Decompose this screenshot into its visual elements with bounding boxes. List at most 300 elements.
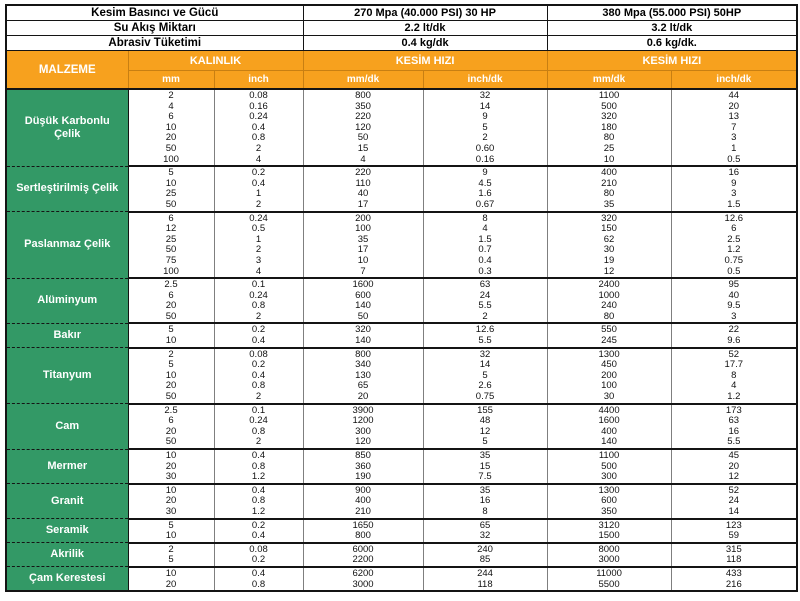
- value-line: 1200: [352, 415, 374, 427]
- cutting-speed-table: [5, 4, 798, 592]
- value-line: 0.67: [475, 198, 495, 210]
- value-line: 8: [731, 369, 737, 381]
- value-line: 120: [355, 436, 371, 448]
- material-name: Titanyum: [6, 348, 128, 404]
- value-cell-inchdk_380: [671, 278, 797, 323]
- value-line: 210: [601, 177, 617, 189]
- value-line: 10: [357, 254, 369, 266]
- value-cell-mm: [128, 567, 214, 591]
- value-line: 8000: [598, 543, 620, 555]
- value-cell-mmdk_270: [303, 323, 423, 347]
- value-line: 12.6: [724, 212, 744, 224]
- value-cell-mmdk_380: [547, 449, 671, 484]
- value-line: 2: [168, 348, 174, 360]
- value-line: 2: [255, 391, 262, 403]
- value-line: 190: [355, 471, 371, 483]
- value-line: 9: [482, 111, 488, 123]
- value-cell-mmdk_270: [303, 567, 423, 591]
- value-line: 4: [255, 265, 262, 277]
- value-line: 80: [603, 310, 615, 322]
- value-line: 5.5: [478, 335, 492, 347]
- value-line: 1.2: [727, 391, 741, 403]
- value-line: 0.8: [251, 380, 266, 392]
- value-line: 65: [357, 380, 369, 392]
- value-line: 10: [165, 177, 177, 189]
- value-cell-inchdk_270: [423, 348, 547, 404]
- value-cell-inch: [214, 323, 303, 347]
- value-line: 0.24: [249, 111, 268, 123]
- value-line: 8: [482, 505, 488, 517]
- value-line: 300: [355, 425, 371, 437]
- value-line: 52: [728, 348, 740, 360]
- value-cell-inch: [214, 567, 303, 591]
- value-line: 17: [357, 198, 369, 210]
- value-cell-mmdk_270: [303, 166, 423, 211]
- material-row: [6, 89, 797, 166]
- value-line: 2400: [598, 279, 620, 291]
- value-line: 550: [601, 324, 617, 336]
- value-line: 25: [603, 142, 615, 154]
- value-line: 216: [725, 578, 742, 590]
- value-line: 400: [355, 495, 371, 507]
- value-cell-mm: [128, 519, 214, 543]
- value-cell-mmdk_380: [547, 323, 671, 347]
- material-name: Sertleştirilmiş Çelik: [6, 166, 128, 211]
- value-cell-mm: [128, 404, 214, 449]
- value-line: 44: [728, 90, 740, 101]
- value-line: 2200: [352, 554, 374, 566]
- value-line: 10: [165, 484, 177, 496]
- value-line: 12: [165, 223, 177, 235]
- value-cell-mmdk_380: [547, 166, 671, 211]
- value-cell-mm: [128, 348, 214, 404]
- value-cell-inch: [214, 543, 303, 567]
- value-line: 360: [355, 460, 371, 472]
- value-cell-inchdk_270: [423, 543, 547, 567]
- header-col-inch: inch: [214, 71, 303, 90]
- value-line: 2: [168, 543, 174, 555]
- value-line: 12: [603, 265, 615, 277]
- value-line: 63: [479, 279, 491, 291]
- value-line: 20: [165, 495, 177, 507]
- info-label-abrasive: Abrasiv Tüketimi: [6, 36, 303, 51]
- value-line: 0.4: [251, 335, 266, 347]
- value-line: 100: [163, 265, 179, 277]
- value-line: 75: [165, 254, 177, 266]
- value-cell-inchdk_380: [671, 89, 797, 166]
- value-line: 0.2: [251, 167, 266, 179]
- value-cell-inchdk_380: [671, 348, 797, 404]
- value-line: 4: [731, 380, 737, 392]
- value-line: 6: [168, 212, 174, 224]
- value-line: 5.5: [727, 436, 741, 448]
- value-line: 0.4: [251, 121, 266, 133]
- value-cell-inchdk_270: [423, 519, 547, 543]
- value-cell-mmdk_270: [303, 449, 423, 484]
- header-kesim-hizi-270: KESİM HIZI: [303, 51, 547, 71]
- value-line: 2: [255, 436, 262, 448]
- value-line: 0.8: [251, 495, 266, 507]
- value-cell-inchdk_270: [423, 166, 547, 211]
- value-line: 0.2: [251, 359, 266, 371]
- value-line: 19: [603, 254, 615, 266]
- value-line: 0.16: [475, 153, 495, 165]
- value-line: 150: [601, 223, 617, 235]
- value-line: 6: [168, 415, 174, 427]
- value-cell-mm: [128, 212, 214, 279]
- value-line: 244: [477, 567, 493, 579]
- value-line: 1000: [598, 289, 620, 301]
- value-line: 3000: [598, 554, 620, 566]
- value-line: 4400: [598, 404, 620, 416]
- value-line: 123: [725, 519, 742, 531]
- value-line: 500: [601, 460, 617, 472]
- value-line: 0.4: [251, 177, 266, 189]
- value-cell-inchdk_270: [423, 484, 547, 519]
- value-line: 5500: [598, 578, 620, 590]
- value-line: 20: [165, 380, 177, 392]
- header-col-mmdk-270: mm/dk: [303, 71, 423, 90]
- value-line: 80: [603, 132, 615, 144]
- value-cell-mmdk_380: [547, 404, 671, 449]
- value-line: 7.5: [478, 471, 492, 483]
- material-row: [6, 166, 797, 211]
- value-line: 0.16: [249, 100, 268, 112]
- value-line: 30: [603, 391, 615, 403]
- value-cell-inchdk_380: [671, 519, 797, 543]
- value-line: 10: [165, 450, 177, 461]
- info-value-waterflow-270: 2.2 lt/dk: [303, 21, 547, 36]
- value-cell-mmdk_380: [547, 519, 671, 543]
- value-line: 85: [479, 554, 491, 566]
- value-cell-inchdk_380: [671, 449, 797, 484]
- material-name: Granit: [6, 484, 128, 519]
- value-line: 5: [168, 167, 174, 179]
- value-line: 0.3: [478, 265, 492, 277]
- value-line: 20: [728, 460, 740, 472]
- value-line: 433: [725, 567, 742, 579]
- value-cell-mmdk_380: [547, 212, 671, 279]
- value-line: 245: [601, 335, 617, 347]
- value-line: 6: [168, 111, 174, 123]
- value-cell-mmdk_270: [303, 519, 423, 543]
- value-line: 315: [725, 543, 742, 555]
- value-line: 0.4: [251, 369, 266, 381]
- value-line: 50: [357, 310, 369, 322]
- value-line: 220: [355, 167, 371, 179]
- material-name: Bakır: [6, 323, 128, 347]
- value-cell-inchdk_270: [423, 323, 547, 347]
- value-line: 4: [482, 223, 488, 235]
- value-line: 10: [165, 530, 177, 542]
- value-line: 5: [168, 519, 174, 531]
- value-line: 118: [477, 578, 493, 590]
- value-cell-mmdk_270: [303, 543, 423, 567]
- value-line: 600: [601, 495, 617, 507]
- value-cell-mmdk_270: [303, 278, 423, 323]
- value-line: 320: [355, 324, 371, 336]
- value-line: 130: [355, 369, 371, 381]
- value-line: 63: [728, 415, 740, 427]
- value-line: 600: [355, 289, 371, 301]
- info-value-abrasive-270: 0.4 kg/dk: [303, 36, 547, 51]
- value-line: 0.1: [251, 404, 266, 416]
- value-cell-mm: [128, 543, 214, 567]
- value-line: 1300: [598, 484, 620, 496]
- value-line: 300: [601, 471, 617, 483]
- material-name: Seramik: [6, 519, 128, 543]
- value-line: 1100: [598, 450, 620, 461]
- value-line: 6: [731, 223, 737, 235]
- value-line: 15: [479, 460, 491, 472]
- value-line: 24: [728, 495, 740, 507]
- header-row-groups: [6, 51, 797, 71]
- value-line: 24: [479, 289, 491, 301]
- info-value-waterflow-380: 3.2 lt/dk: [547, 21, 797, 36]
- value-line: 0.8: [251, 460, 266, 472]
- value-line: 50: [165, 142, 177, 154]
- value-line: 5: [482, 369, 488, 381]
- value-line: 12: [728, 471, 740, 483]
- value-cell-inch: [214, 89, 303, 166]
- value-line: 1: [255, 233, 262, 245]
- value-line: 0.8: [251, 300, 266, 312]
- value-cell-inch: [214, 519, 303, 543]
- header-kalinlik: KALINLIK: [128, 51, 303, 71]
- value-line: 1500: [598, 530, 620, 542]
- header-col-mmdk-380: mm/dk: [547, 71, 671, 90]
- value-cell-inch: [214, 212, 303, 279]
- material-name: Cam: [6, 404, 128, 449]
- value-line: 48: [479, 415, 491, 427]
- value-line: 140: [355, 300, 371, 312]
- value-cell-mm: [128, 484, 214, 519]
- value-line: 1300: [598, 348, 620, 360]
- value-cell-mm: [128, 278, 214, 323]
- material-name: Düşük Karbonlu Çelik: [6, 89, 128, 166]
- value-line: 1.5: [478, 233, 492, 245]
- material-row: [6, 543, 797, 567]
- value-line: 30: [165, 471, 177, 483]
- material-row: [6, 567, 797, 591]
- value-line: 6: [168, 289, 174, 301]
- value-line: 120: [355, 121, 371, 133]
- info-row-waterflow: [6, 21, 797, 36]
- value-line: 400: [601, 167, 617, 179]
- value-line: 20: [165, 300, 177, 312]
- material-row: [6, 278, 797, 323]
- value-line: 16: [479, 495, 491, 507]
- value-line: 30: [603, 244, 615, 256]
- value-cell-inch: [214, 278, 303, 323]
- info-row-abrasive: [6, 36, 797, 51]
- header-kesim-hizi-380: KESİM HIZI: [547, 51, 797, 71]
- value-line: 0.08: [249, 543, 268, 555]
- value-line: 14: [479, 359, 491, 371]
- value-line: 45: [728, 450, 740, 461]
- value-line: 2: [168, 90, 174, 101]
- value-line: 100: [601, 380, 617, 392]
- value-line: 0.5: [727, 265, 741, 277]
- value-line: 10: [165, 335, 177, 347]
- value-line: 0.5: [727, 153, 741, 165]
- value-line: 220: [355, 111, 371, 123]
- value-line: 2: [255, 244, 262, 256]
- value-line: 3120: [598, 519, 620, 531]
- value-line: 9: [482, 167, 488, 179]
- material-row: [6, 348, 797, 404]
- value-line: 40: [728, 289, 740, 301]
- value-line: 50: [165, 198, 177, 210]
- info-label-waterflow: Su Akış Miktarı: [6, 21, 303, 36]
- value-line: 1600: [598, 415, 620, 427]
- value-line: 0.08: [249, 348, 268, 360]
- header-malzeme: MALZEME: [6, 51, 128, 90]
- header-col-mm: mm: [128, 71, 214, 90]
- value-line: 11000: [596, 567, 622, 579]
- value-line: 7: [731, 121, 737, 133]
- value-line: 20: [165, 132, 177, 144]
- value-line: 2: [482, 310, 488, 322]
- value-line: 400: [601, 425, 617, 437]
- value-line: 2: [255, 198, 262, 210]
- value-line: 35: [603, 198, 615, 210]
- value-cell-inch: [214, 484, 303, 519]
- value-line: 50: [165, 391, 177, 403]
- info-value-pressure-270: 270 Mpa (40.000 PSI) 30 HP: [303, 5, 547, 21]
- value-line: 52: [728, 484, 740, 496]
- value-line: 3900: [352, 404, 374, 416]
- value-line: 0.24: [249, 289, 268, 301]
- value-cell-mmdk_270: [303, 348, 423, 404]
- value-line: 320: [601, 212, 617, 224]
- value-line: 180: [601, 121, 617, 133]
- value-line: 22: [728, 324, 740, 336]
- value-line: 100: [163, 153, 179, 165]
- value-cell-mmdk_380: [547, 278, 671, 323]
- header-col-inchdk-380: inch/dk: [671, 71, 797, 90]
- value-line: 0.4: [251, 450, 266, 461]
- value-line: 10: [165, 567, 177, 579]
- value-line: 3: [731, 188, 737, 200]
- value-line: 80: [603, 188, 615, 200]
- value-line: 320: [601, 111, 617, 123]
- value-line: 4: [255, 153, 262, 165]
- value-line: 0.24: [249, 212, 268, 224]
- value-line: 35: [479, 484, 491, 496]
- value-line: 2.5: [164, 279, 178, 291]
- value-line: 5: [168, 359, 174, 371]
- value-line: 240: [477, 543, 493, 555]
- value-line: 3: [731, 310, 737, 322]
- value-line: 0.4: [251, 484, 266, 496]
- material-row: [6, 323, 797, 347]
- material-row: [6, 519, 797, 543]
- value-line: 3: [255, 254, 262, 266]
- value-line: 35: [357, 233, 369, 245]
- header-col-inchdk-270: inch/dk: [423, 71, 547, 90]
- value-cell-mmdk_270: [303, 404, 423, 449]
- value-line: 50: [165, 310, 177, 322]
- value-line: 5.5: [478, 300, 492, 312]
- value-line: 20: [728, 100, 740, 112]
- value-line: 20: [165, 578, 177, 590]
- material-name: Alüminyum: [6, 278, 128, 323]
- value-line: 0.7: [478, 244, 492, 256]
- value-line: 3000: [352, 578, 374, 590]
- value-line: 2: [482, 132, 488, 144]
- value-line: 0.2: [251, 519, 266, 531]
- value-cell-mmdk_380: [547, 484, 671, 519]
- material-name: Mermer: [6, 449, 128, 484]
- value-line: 140: [355, 335, 371, 347]
- value-line: 40: [357, 188, 369, 200]
- value-line: 14: [728, 505, 740, 517]
- value-line: 200: [355, 212, 371, 224]
- value-line: 50: [165, 244, 177, 256]
- value-line: 850: [355, 450, 371, 461]
- material-name: Paslanmaz Çelik: [6, 212, 128, 279]
- material-name: Akrilik: [6, 543, 128, 567]
- value-cell-mmdk_270: [303, 212, 423, 279]
- value-line: 118: [726, 554, 742, 566]
- value-cell-mmdk_380: [547, 543, 671, 567]
- value-line: 0.75: [724, 254, 744, 266]
- value-line: 1.2: [251, 505, 266, 517]
- value-line: 0.4: [478, 254, 492, 266]
- value-line: 5: [168, 324, 174, 336]
- value-line: 155: [477, 404, 493, 416]
- value-line: 65: [479, 519, 491, 531]
- value-line: 15: [357, 142, 369, 154]
- value-cell-mmdk_380: [547, 348, 671, 404]
- value-cell-inch: [214, 348, 303, 404]
- value-line: 10: [603, 153, 615, 165]
- value-line: 32: [479, 530, 491, 542]
- value-line: 2: [255, 142, 262, 154]
- value-line: 9.6: [727, 335, 741, 347]
- value-line: 1600: [352, 279, 374, 291]
- value-line: 35: [479, 450, 491, 461]
- value-line: 62: [603, 233, 615, 245]
- value-line: 0.2: [251, 324, 266, 336]
- value-line: 8: [482, 212, 488, 224]
- value-line: 0.2: [251, 554, 266, 566]
- value-line: 1: [731, 142, 737, 154]
- value-line: 0.4: [251, 530, 266, 542]
- value-line: 1.2: [727, 244, 741, 256]
- value-line: 900: [355, 484, 371, 496]
- value-cell-inchdk_270: [423, 89, 547, 166]
- materials-body: [6, 89, 797, 591]
- value-cell-inchdk_270: [423, 567, 547, 591]
- value-line: 4: [360, 153, 366, 165]
- value-line: 1650: [352, 519, 374, 531]
- value-cell-mmdk_270: [303, 89, 423, 166]
- value-line: 5: [482, 436, 488, 448]
- value-line: 5: [482, 121, 488, 133]
- value-line: 50: [357, 132, 369, 144]
- value-line: 100: [355, 223, 371, 235]
- value-line: 450: [601, 359, 617, 371]
- value-line: 500: [601, 100, 617, 112]
- material-row: [6, 212, 797, 279]
- value-line: 0.1: [251, 279, 266, 291]
- value-line: 800: [355, 530, 371, 542]
- value-line: 25: [165, 188, 177, 200]
- info-value-abrasive-380: 0.6 kg/dk.: [547, 36, 797, 51]
- value-line: 140: [601, 436, 617, 448]
